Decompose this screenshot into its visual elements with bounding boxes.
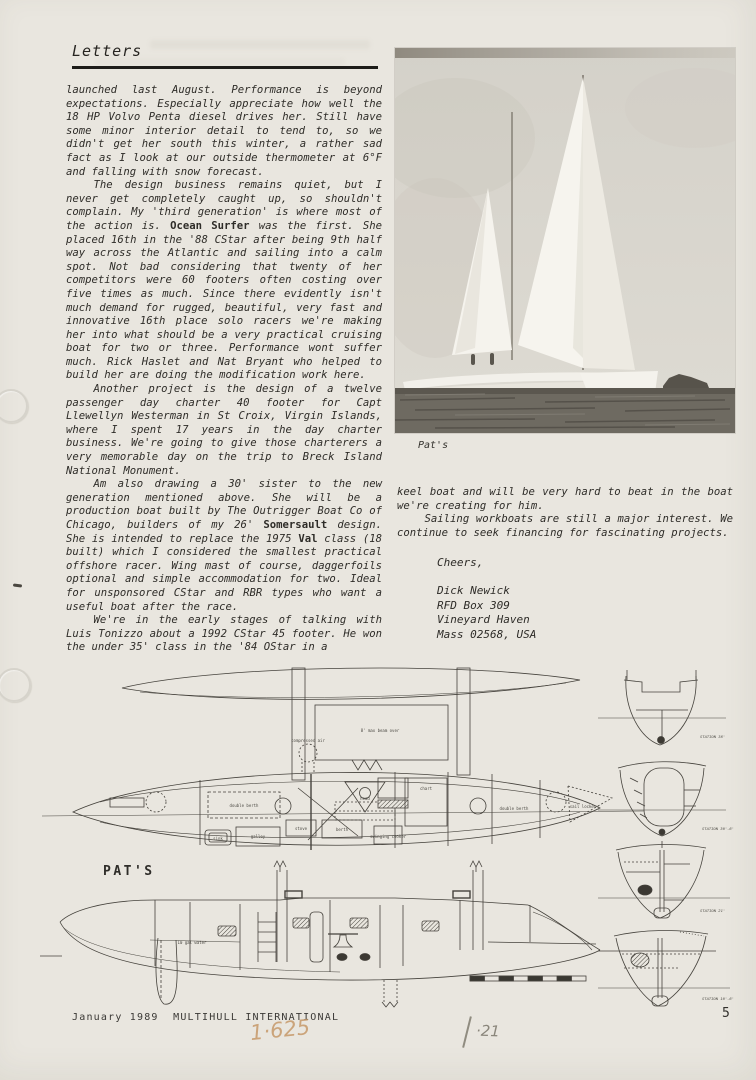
footer-issue: January 1989 bbox=[72, 1012, 159, 1023]
signature-block bbox=[437, 584, 536, 642]
punch-hole bbox=[0, 668, 31, 702]
boat-plans-drawing bbox=[40, 650, 756, 1050]
plan-label-air: compressed air bbox=[291, 738, 325, 743]
plan-label-head: head bbox=[360, 796, 370, 801]
letter-paragraph: launched last August. Performance is beyond expectations. Especially appreciate how well the 18 HP Volvo Penta diesel drives her. Still have some minor interior detail to tend to, so we didn't get her south this winter, a rather sad fact as I look at our outside thermometer at 6°F and falling with snow forecast. bbox=[66, 84, 382, 178]
station-label: STATION 30'-6' bbox=[702, 826, 735, 831]
letter-closing: Cheers, bbox=[437, 556, 484, 569]
station-label: STATION 38' bbox=[700, 734, 726, 739]
plan-label-sink: sink bbox=[213, 836, 223, 841]
cabin-note-label: 8' max beam over bbox=[360, 728, 400, 733]
drawing-title: PAT'S bbox=[103, 864, 155, 879]
sailboat-photo bbox=[395, 48, 735, 433]
plan-label-cooker: swinging cooker bbox=[369, 834, 407, 839]
signature-address: RFD Box 309 bbox=[437, 598, 510, 612]
bleedthrough-mark bbox=[150, 40, 370, 49]
letter-body-right bbox=[397, 486, 733, 540]
letter-paragraph: Another project is the design of a twelve passenger day charter 40 footer for Capt Llewellyn Westerman in St Croix, Virgin Islands, where I spent 17 years in the day charter business. We're going to give those charterers a very memorable day on the trip to Breck Island National Monument. bbox=[66, 383, 382, 477]
letter-paragraph: Am also drawing a 30' sister to the new generation mentioned above. She will be a production boat built by The Outrigger Boat Co of Chicago, builders of my 26' Somersault design. She is intended to replace the 1975 Val class (18 built) which I considered the smallest practical offshore racer. Wing mast of course, daggerfoils optional and simple accommodation for two. Ideal for unsponsored CStar and RBR types who want a useful boat after the race. bbox=[66, 478, 383, 613]
punch-hole bbox=[0, 389, 28, 423]
photo-caption: Pat's bbox=[418, 440, 449, 451]
sailboat-photo-art bbox=[395, 48, 735, 433]
handwritten-note: ·21 bbox=[475, 1021, 501, 1041]
signature-name: Dick Newick bbox=[437, 584, 510, 597]
letter-paragraph: We're in the early stages of talking with Luis Tonizzo about a 1992 CStar 45 footer. He won the under 35' class in the '84 OStar in a bbox=[66, 614, 382, 654]
signature-address: Vineyard Haven bbox=[437, 613, 530, 627]
section-title: Letters bbox=[72, 42, 143, 60]
plan-label-galley: galley bbox=[250, 834, 266, 839]
handwritten-note: 1·625 bbox=[248, 1014, 312, 1046]
letter-paragraph: keel boat and will be very hard to beat in the boat we're creating for him. bbox=[397, 486, 733, 512]
plan-label-berth: double berth bbox=[229, 803, 259, 808]
letter-paragraph: Sailing workboats are still a major interest. We continue to seek financing for fascinating projects. bbox=[397, 513, 733, 539]
ink-smudge bbox=[13, 583, 22, 587]
boat-name: Ocean Surfer bbox=[170, 219, 250, 232]
plan-label-berth-m: berth bbox=[335, 827, 349, 832]
letter-body-left bbox=[66, 84, 382, 655]
boat-name: Somersault bbox=[263, 519, 328, 531]
header-rule bbox=[72, 66, 378, 69]
plan-label-stove: stove bbox=[294, 826, 308, 831]
plan-label-berth-r: double berth bbox=[499, 806, 529, 811]
footer-magazine: MULTIHULL INTERNATIONAL bbox=[173, 1012, 340, 1023]
profile-label-water: 10 gal water bbox=[177, 940, 207, 945]
signature-address: Mass 02568, USA bbox=[437, 627, 537, 641]
plan-label-chart: chart bbox=[419, 786, 433, 791]
letter-paragraph: The design business remains quiet, but I never get completely caught up, so shouldn't complain. My 'third generation' is where most of the action is. Ocean Surfer was the first. She placed 16th in the '88 CStar after being 9th half way across the Atlantic and sailing into a calm spot. Not bad considering that twenty of her competitors were 60 footers often costing over five times as much. Since there evidently isn't much demand for rugged, beautiful, very fast and innovative 16th place solo racers we're making her into what should be a very practical cruising boat for two or three. Performance wont suffer much. Rick Haslet and Nat Bryant who helped to build her are doing the modification work here. bbox=[66, 179, 383, 382]
station-label: STATION 10'-6' bbox=[702, 996, 735, 1001]
boat-name: Val bbox=[298, 532, 318, 545]
station-label: STATION 21' bbox=[700, 908, 726, 913]
page-number: 5 bbox=[722, 1006, 730, 1021]
plan-label-locker: sail locker bbox=[569, 804, 597, 809]
